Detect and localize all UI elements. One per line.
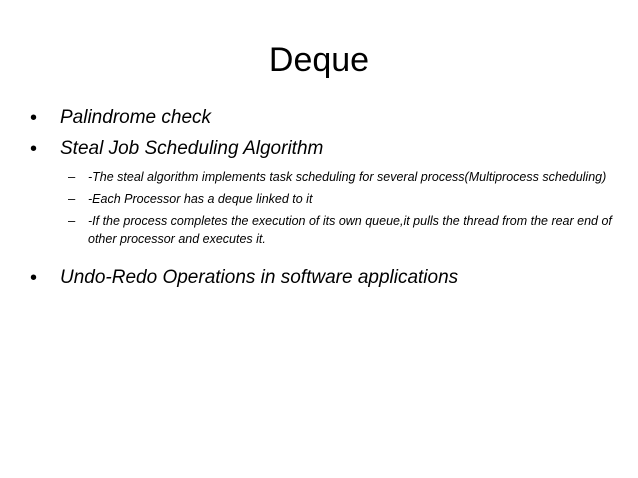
bullet-item xyxy=(28,135,618,163)
sub-bullet-item xyxy=(28,168,628,186)
bullet-marker: • xyxy=(30,267,38,289)
bullet-text-steal-job: Steal Job Scheduling Algorithm xyxy=(60,138,324,159)
sub-bullet-list xyxy=(28,168,628,252)
bullet-item xyxy=(28,264,618,292)
bullet-text-undo-redo: Undo-Redo Operations in software applications xyxy=(60,267,459,288)
bullet-list xyxy=(28,104,618,166)
bullet-item xyxy=(28,104,618,132)
sub-bullet-marker: – xyxy=(68,213,76,228)
sub-bullet-item xyxy=(28,190,628,208)
sub-bullet-text-pulls-thread: -If the process completes the execution of its own queue,it pulls the thread from the rear end of other processor and executes it. xyxy=(88,214,612,246)
sub-bullet-marker: – xyxy=(68,191,76,206)
sub-bullet-marker: – xyxy=(68,169,76,184)
bullet-marker: • xyxy=(30,107,38,129)
sub-bullet-text-processor-deque: -Each Processor has a deque linked to it xyxy=(88,192,313,206)
bullet-text-palindrome: Palindrome check xyxy=(60,107,212,128)
slide-title: Deque xyxy=(268,41,370,79)
bullet-marker: • xyxy=(30,138,38,160)
bullet-list xyxy=(28,260,618,295)
sub-bullet-text-steal-algorithm: -The steal algorithm implements task scheduling for several process(Multiprocess scheduling) xyxy=(88,170,607,184)
sub-bullet-item xyxy=(28,212,628,248)
